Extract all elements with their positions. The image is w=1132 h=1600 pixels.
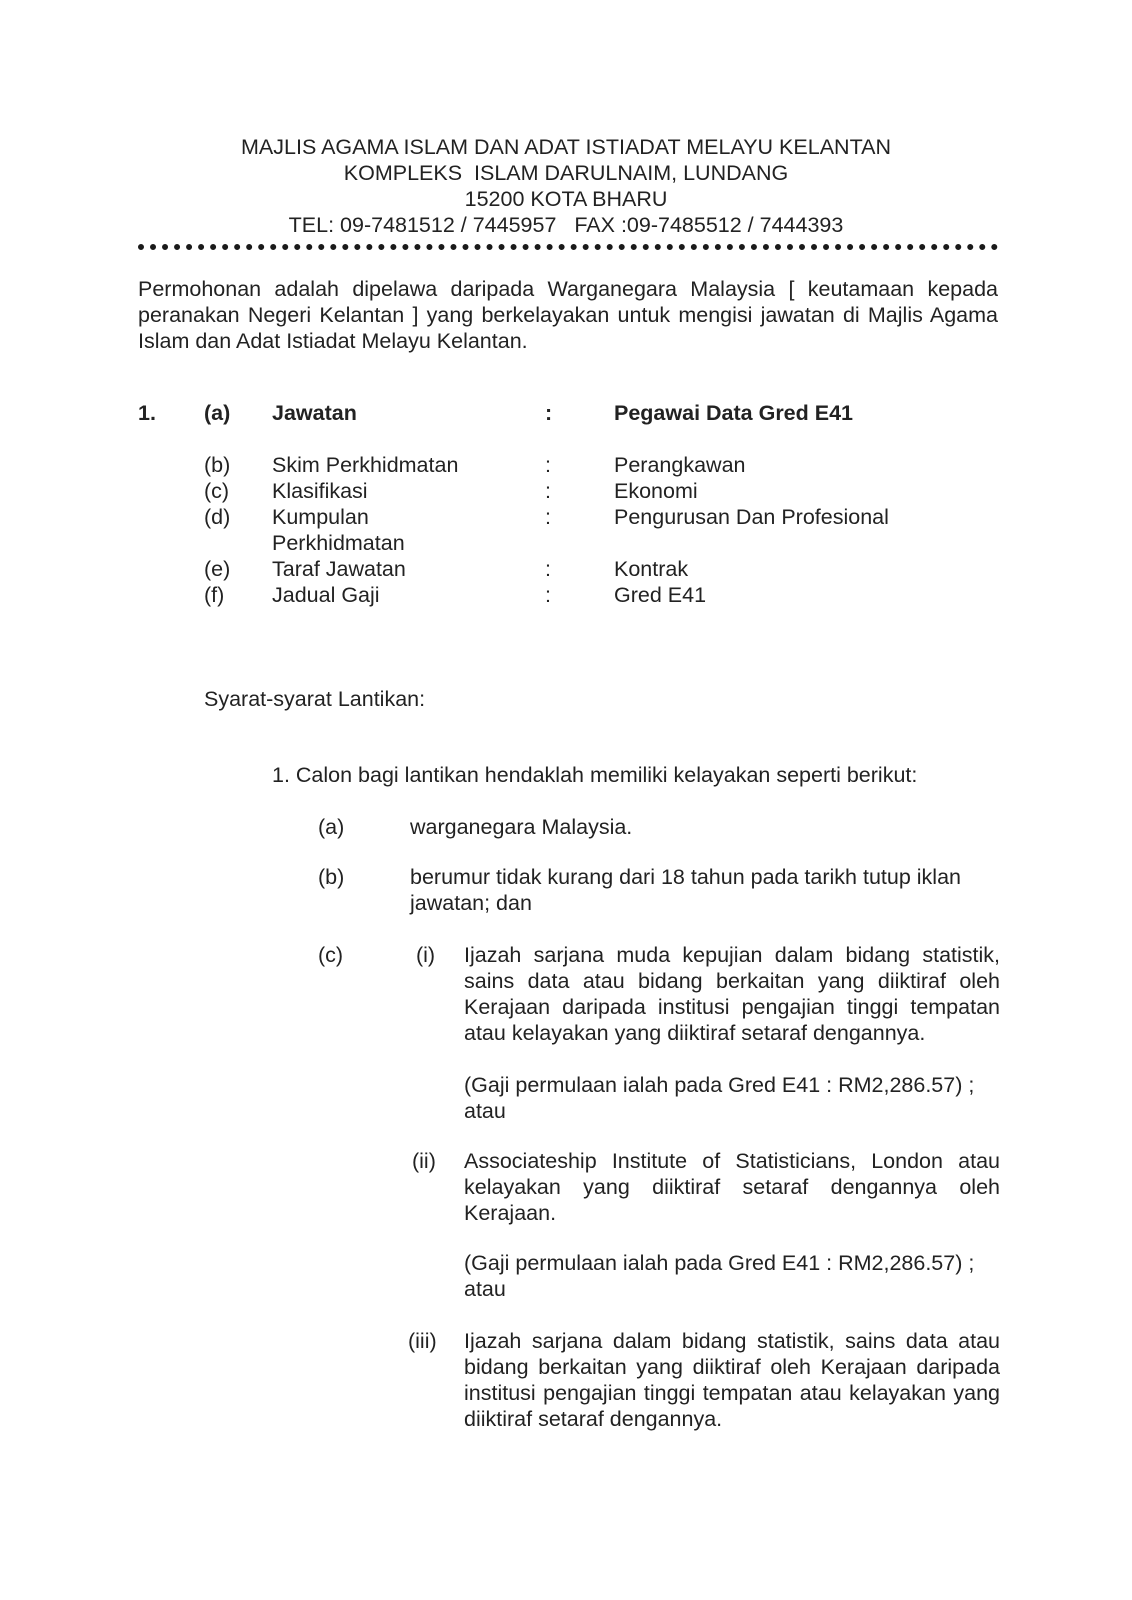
row-label: Kumpulan bbox=[272, 505, 369, 529]
row-letter: (f) bbox=[204, 583, 225, 607]
row-letter: (a) bbox=[204, 401, 231, 425]
sub-condition-text: Associateship Institute of Statisticians, London atau kelayakan yang diiktiraf setaraf dengannya oleh Kerajaan. bbox=[464, 1149, 1000, 1225]
row-value: Ekonomi bbox=[614, 479, 698, 503]
row-letter: (e) bbox=[204, 557, 231, 581]
row-letter: (c) bbox=[204, 479, 230, 503]
condition-letter: (b) bbox=[318, 865, 345, 889]
org-postcode-city: 15200 KOTA BHARU bbox=[464, 187, 668, 211]
row-colon: : bbox=[545, 453, 551, 477]
condition-item-1: 1. Calon bagi lantikan hendaklah memiliki kelayakan seperti berikut: bbox=[272, 763, 918, 787]
row-label: Jawatan bbox=[272, 401, 357, 425]
row-colon: : bbox=[545, 557, 551, 581]
condition-letter: (c) bbox=[318, 943, 344, 967]
sub-condition-text: Ijazah sarjana dalam bidang statistik, sains data atau bidang berkaitan yang diiktiraf oleh Kerajaan daripada institusi pengajian tinggi tempatan atau kelayakan yang diiktiraf setaraf dengannya. bbox=[464, 1329, 1000, 1431]
org-contact-line: TEL: 09-7481512 / 7445957 FAX :09-7485512 / 7444393 bbox=[288, 213, 844, 237]
sub-condition-roman: (ii) bbox=[412, 1149, 436, 1173]
header-divider bbox=[138, 244, 998, 250]
intro-paragraph: Permohonan adalah dipelawa daripada Warganegara Malaysia [ keutamaan kepada peranakan Negeri Kelantan ] yang berkelayakan untuk mengisi jawatan di Majlis Agama Islam dan Adat Istiadat Melayu Kelantan. bbox=[138, 277, 998, 353]
row-label: Jadual Gaji bbox=[272, 583, 380, 607]
row-colon: : bbox=[545, 479, 551, 503]
row-label: Taraf Jawatan bbox=[272, 557, 406, 581]
condition-text: berumur tidak kurang dari 18 tahun pada tarikh tutup iklan jawatan; dan bbox=[410, 865, 961, 915]
row-letter: (b) bbox=[204, 453, 231, 477]
org-name: MAJLIS AGAMA ISLAM DAN ADAT ISTIADAT MELAYU KELANTAN bbox=[241, 135, 891, 159]
row-label: Skim Perkhidmatan bbox=[272, 453, 459, 477]
row-value: Perangkawan bbox=[614, 453, 746, 477]
section-number: 1. bbox=[138, 401, 156, 425]
row-colon: : bbox=[545, 505, 551, 529]
row-value: Pegawai Data Gred E41 bbox=[614, 401, 853, 425]
row-label: Klasifikasi bbox=[272, 479, 368, 503]
sub-condition-text: Ijazah sarjana muda kepujian dalam bidang statistik, sains data atau bidang berkaitan yang diiktiraf oleh Kerajaan daripada institusi pengajian tinggi tempatan atau kelayakan yang diiktiraf setaraf dengannya. bbox=[464, 943, 1000, 1045]
conditions-heading: Syarat-syarat Lantikan: bbox=[204, 687, 426, 711]
row-value: Pengurusan Dan Profesional bbox=[614, 505, 889, 529]
row-value: Gred E41 bbox=[614, 583, 707, 607]
salary-note: (Gaji permulaan ialah pada Gred E41 : RM2,286.57) ; atau bbox=[464, 1251, 975, 1301]
row-colon: : bbox=[545, 583, 551, 607]
row-colon: : bbox=[545, 401, 553, 425]
condition-text: warganegara Malaysia. bbox=[410, 815, 633, 839]
row-value: Kontrak bbox=[614, 557, 689, 581]
org-address-line: KOMPLEKS ISLAM DARULNAIM, LUNDANG bbox=[343, 161, 789, 185]
salary-note: (Gaji permulaan ialah pada Gred E41 : RM2,286.57) ; atau bbox=[464, 1073, 975, 1123]
letterhead bbox=[0, 134, 1132, 238]
condition-letter: (a) bbox=[318, 815, 345, 839]
row-label-continued: Perkhidmatan bbox=[272, 531, 405, 555]
row-letter: (d) bbox=[204, 505, 231, 529]
sub-condition-roman: (i) bbox=[416, 943, 436, 967]
sub-condition-roman: (iii) bbox=[408, 1329, 437, 1353]
